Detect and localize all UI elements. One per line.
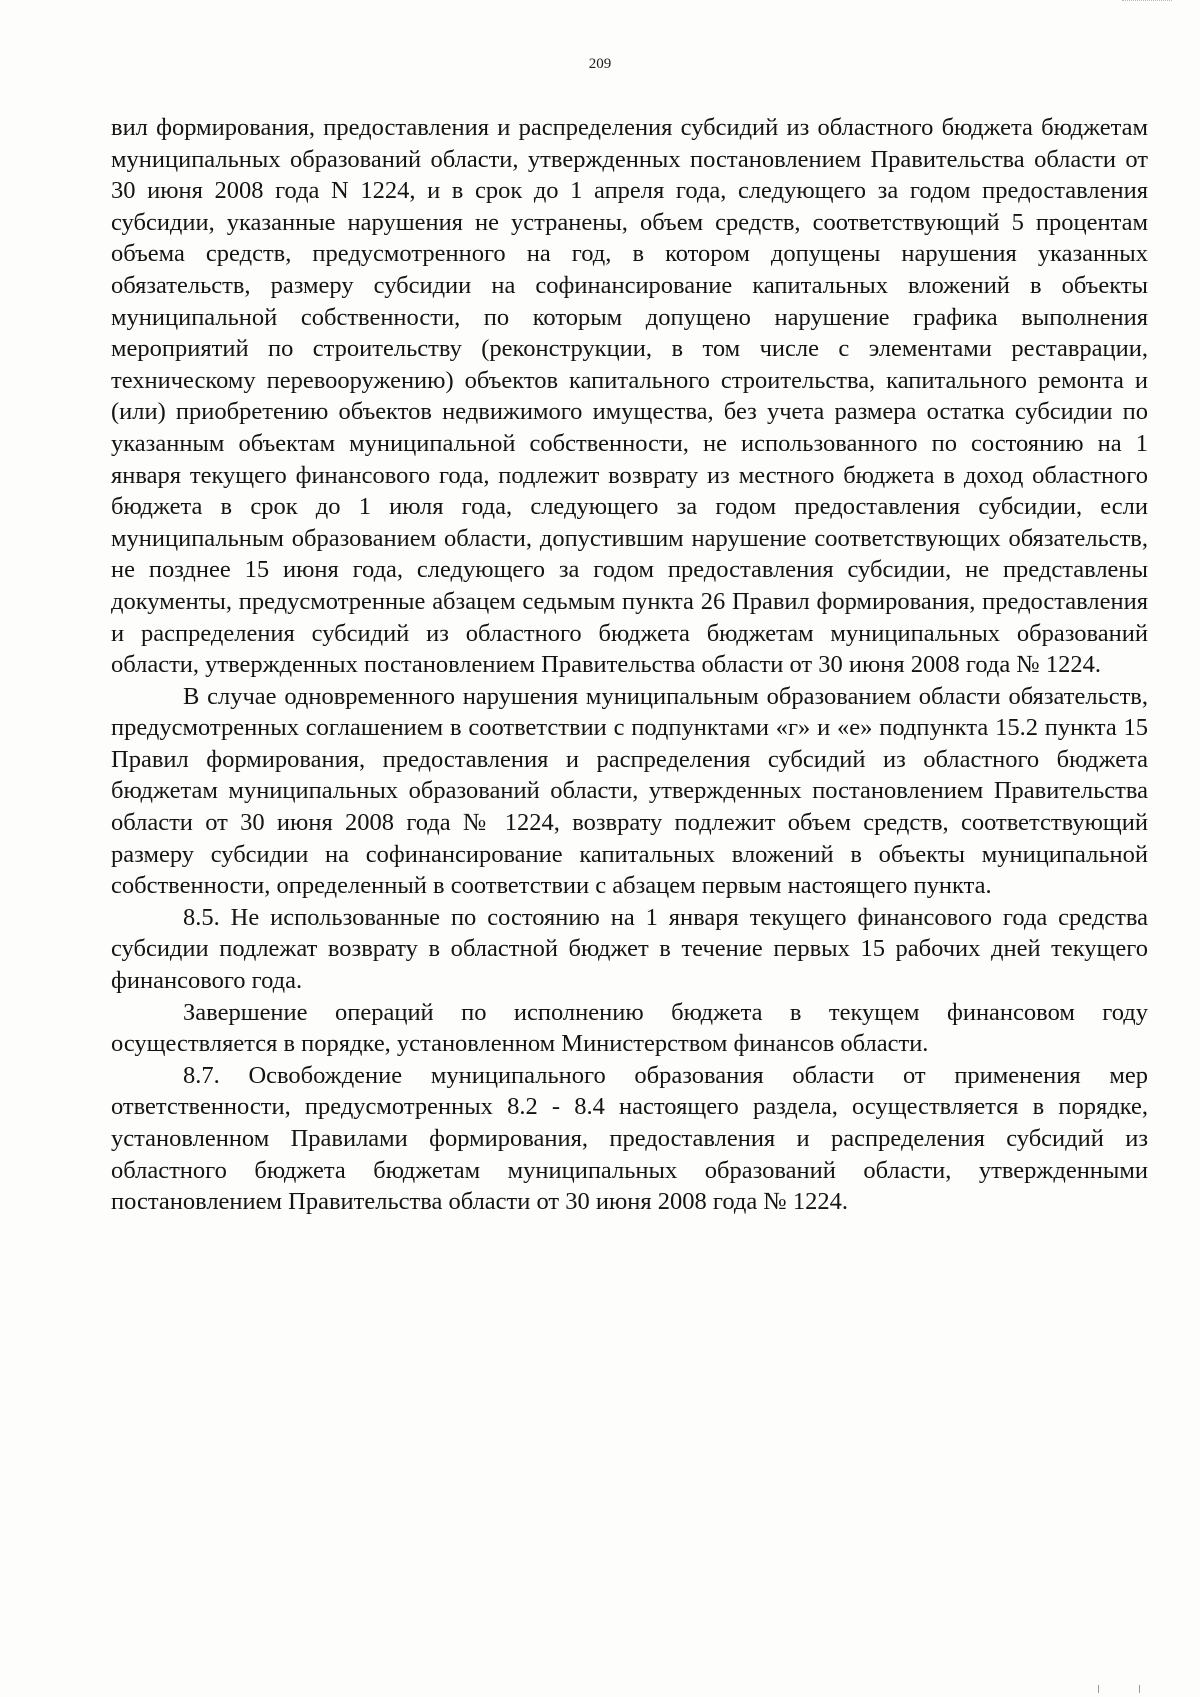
paragraph-budget-completion: Завершение операций по исполнению бюджета в текущем финансовом году осуществляется в порядке, установленном Министерством финансов области. [111, 998, 1148, 1058]
document-body [111, 112, 1148, 1218]
page-number: 209 [588, 56, 612, 72]
paragraph-8-7: 8.7. Освобождение муниципального образования области от применения мер ответственности, предусмотренных 8.2 - 8.4 настоящего раздела, осуществляется в порядке, установленном Правилами формирования, предоставления и распределения субсидий из областного бюджета бюджетам муниципальных образований области, утвержденными постановлением Правительства области от 30 июня 2008 года № 1224. [111, 1061, 1148, 1216]
paragraph-continuation: вил формирования, предоставления и распределения субсидий из областного бюджета бюджетам муниципальных образований области, утвержденных постановлением Правительства области от 30 июня 2008 года N 1224, и в срок до 1 апреля года, следующего за годом предоставления субсидии, указанные нарушения не устранены, объем средств, соответствующий 5 процентам объема средств, предусмотренного на год, в котором допущены нарушения указанных обязательств, размеру субсидии на софинансирование капитальных вложений в объекты муниципальной собственности, по которым допущено нарушение графика выполнения мероприятий по строительству (реконструкции, в том числе с элементами реставрации, техническому перевооружению) объектов капитального строительства, капитального ремонта и (или) приобретению объектов недвижимого имущества, без учета размера остатка субсидии по указанным объектам муниципальной собственности, не использованного по состоянию на 1 января текущего финансового года, подлежит возврату из местного бюджета в доход областного бюджета в срок до 1 июля года, следующего за годом предоставления субсидии, если муниципальным образованием области, допустившим нарушение соответствующих обязательств, не позднее 15 июня года, следующего за годом предоставления субсидии, не представлены документы, предусмотренные абзацем седьмым пункта 26 Правил формирования, предоставления и распределения субсидий из областного бюджета бюджетам муниципальных образований области, утвержденных постановлением Правительства области от 30 июня 2008 года № 1224. [111, 114, 1148, 679]
scan-corner-mark [1122, 0, 1172, 5]
paragraph-simultaneous-violation: В случае одновременного нарушения муниципальным образованием области обязательств, предусмотренных соглашением в соответствии с подпунктами «г» и «е» подпункта 15.2 пункта 15 Правил формирования, предоставления и распределения субсидий из областного бюджета бюджетам муниципальных образований области, утвержденных постановлением Правительства области от 30 июня 2008 года № 1224, возврату подлежит объем средств, соответствующий размеру субсидии на софинансирование капитальных вложений в объекты муниципальной собственности, определенный в соответствии с абзацем первым настоящего пункта. [111, 682, 1148, 900]
paragraph-8-5: 8.5. Не использованные по состоянию на 1 января текущего финансового года средства субсидии подлежат возврату в областной бюджет в течение первых 15 рабочих дней текущего финансового года. [111, 903, 1148, 995]
scan-bottom-mark [1098, 1685, 1140, 1693]
